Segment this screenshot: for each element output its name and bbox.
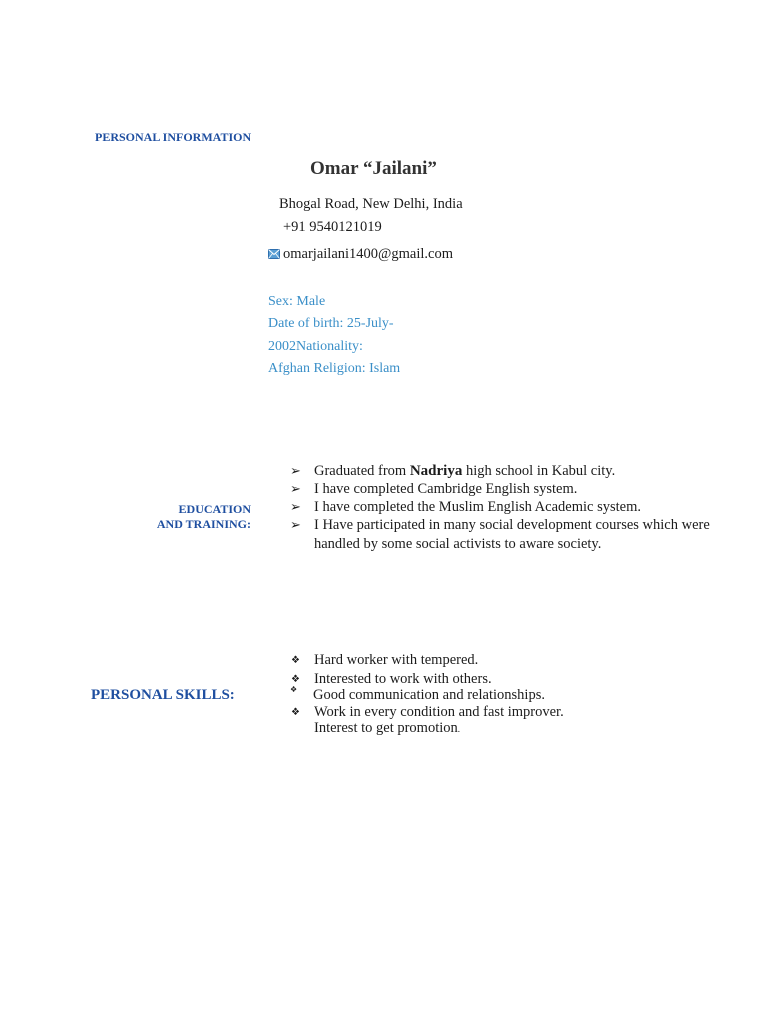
detail-date-of-birth: Date of birth: 25-July- <box>268 316 394 331</box>
arrowhead-bullet-icon: ➢ <box>290 499 301 514</box>
skill-item-4: Work in every condition and fast improver. <box>314 704 564 720</box>
education-heading-line2: AND TRAINING: <box>156 517 251 531</box>
diamond-dots-bullet-icon: ❖ <box>291 655 300 666</box>
detail-nationality: 2002Nationality: <box>268 339 363 354</box>
arrowhead-bullet-icon: ➢ <box>290 463 301 478</box>
skill-item-3: Good communication and relationships. <box>313 687 545 703</box>
personal-information-heading: PERSONAL INFORMATION <box>95 130 252 144</box>
arrowhead-bullet-icon: ➢ <box>290 481 301 496</box>
address-line: Bhogal Road, New Delhi, India <box>279 196 463 212</box>
email-row <box>268 246 453 264</box>
skills-list <box>290 652 710 752</box>
education-item-4-continuation: handled by some social activists to aware society. <box>314 536 602 552</box>
education-heading <box>150 502 251 532</box>
candidate-name: Omar “Jailani” <box>310 158 437 179</box>
diamond-dots-bullet-icon: ❖ <box>290 685 298 694</box>
education-item-2-text: I have completed Cambridge English system. <box>314 481 578 497</box>
education-item-3-text: I have completed the Muslim English Academic system. <box>314 499 641 515</box>
detail-religion: Afghan Religion: Islam <box>268 361 401 376</box>
email-address[interactable]: omarjailani1400@gmail.com <box>283 246 453 262</box>
education-item-4-text: I Have participated in many social development courses which were <box>314 517 710 533</box>
diamond-dots-bullet-icon: ❖ <box>291 674 300 685</box>
envelope-icon <box>268 247 280 264</box>
skill-item-2: Interested to work with others. <box>314 671 492 687</box>
skill-item-1: Hard worker with tempered. <box>314 652 479 668</box>
phone-number: +91 9540121019 <box>283 219 382 235</box>
education-item-1-text-end: high school in Kabul city. <box>462 463 616 479</box>
skill-item-5 <box>314 720 460 737</box>
skill-item-5-text: Interest to get promotion <box>314 720 458 736</box>
personal-skills-heading: PERSONAL SKILLS: <box>91 687 235 703</box>
skill-item-5-period: . <box>457 724 461 734</box>
school-name: Nadriya <box>409 463 463 479</box>
diamond-dots-bullet-icon: ❖ <box>291 707 300 718</box>
education-heading-line1: EDUCATION <box>178 502 251 516</box>
detail-sex: Sex: Male <box>268 294 326 309</box>
education-item-1-text: Graduated from <box>314 463 410 479</box>
arrowhead-bullet-icon: ➢ <box>290 517 301 532</box>
